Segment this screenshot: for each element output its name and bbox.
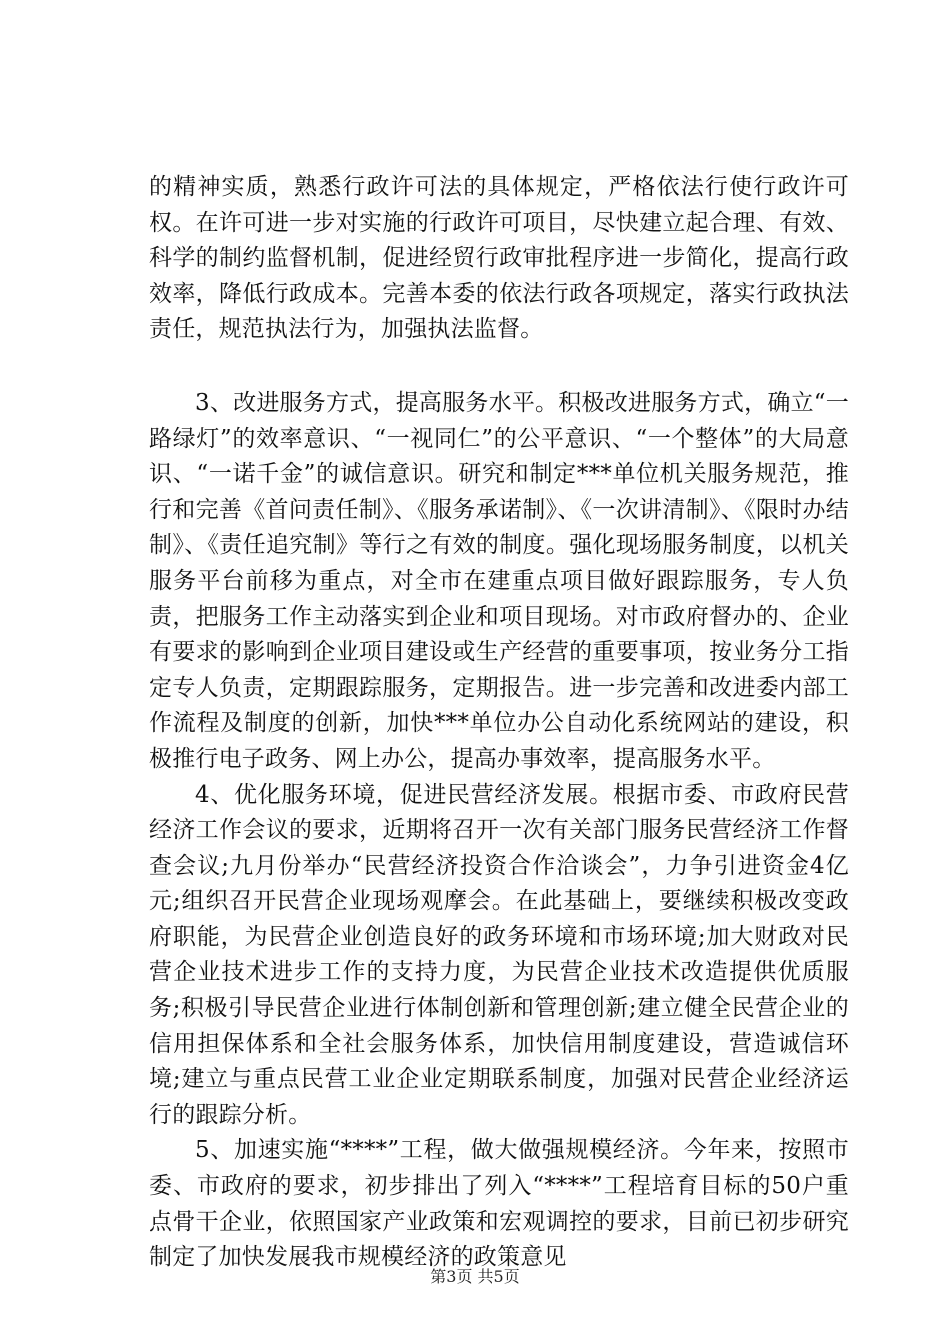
paragraph-item-5: 5、加速实施“****”工程，做大做强规模经济。今年来，按照市委、市政府的要求，初步排出了列入“****”工程培育目标的50户重点骨干企业，依照国家产业政策和宏观调控的要求，目前已初步研究制定了加快发展我市规模经济的政策意见 [149,1137,849,1271]
page-number-footer: 第3页 共5页 [430,1267,520,1286]
paragraph-item-4: 4、优化服务环境，促进民营经济发展。根据市委、市政府民营经济工作会议的要求，近期将召开一次有关部门服务民营经济工作督查会议;九月份举办“民营经济投资合作洽谈会”，力争引进资金4亿元;组织召开民营企业现场观摩会。在此基础上，要继续积极改变政府职能，为民营企业创造良好的政务环境和市场环境;加大财政对民营企业技术进步工作的支持力度，为民营企业技术改造提供优质服务;积极引导民营企业进行体制创新和管理创新;建立健全民营企业的信用担保体系和全社会服务体系，加快信用制度建设，营造诚信环境;建立与重点民营工业企业定期联系制度，加强对民营企业经济运行的跟踪分析。 [149,781,849,1128]
paragraph-continuation: 的精神实质，熟悉行政许可法的具体规定，严格依法行使行政许可权。在许可进一步对实施的行政许可项目，尽快建立起合理、有效、科学的制约监督机制，促进经贸行政审批程序进一步简化，提高行政效率，降低行政成本。完善本委的依法行政各项规定，落实行政执法责任，规范执法行为，加强执法监督。 [149,174,849,343]
paragraph-item-3: 3、改进服务方式，提高服务水平。积极改进服务方式，确立“一路绿灯”的效率意识、“一视同仁”的公平意识、“一个整体”的大局意识、“一诺千金”的诚信意识。研究和制定***单位机关服务规范，推行和完善《首问责任制》、《服务承诺制》、《一次讲清制》、《限时办结制》、《责任追究制》等行之有效的制度。强化现场服务制度，以机关服务平台前移为重点，对全市在建重点项目做好跟踪服务，专人负责，把服务工作主动落实到企业和项目现场。对市政府督办的、企业有要求的影响到企业项目建设或生产经营的重要事项，按业务分工指定专人负责，定期跟踪服务，定期报告。进一步完善和改进委内部工作流程及制度的创新，加快***单位办公自动化系统网站的建设，积极推行电子政务、网上办公，提高办事效率，提高服务水平。 [149,389,849,772]
document-body [149,170,849,1276]
paragraph-gap [149,348,849,386]
